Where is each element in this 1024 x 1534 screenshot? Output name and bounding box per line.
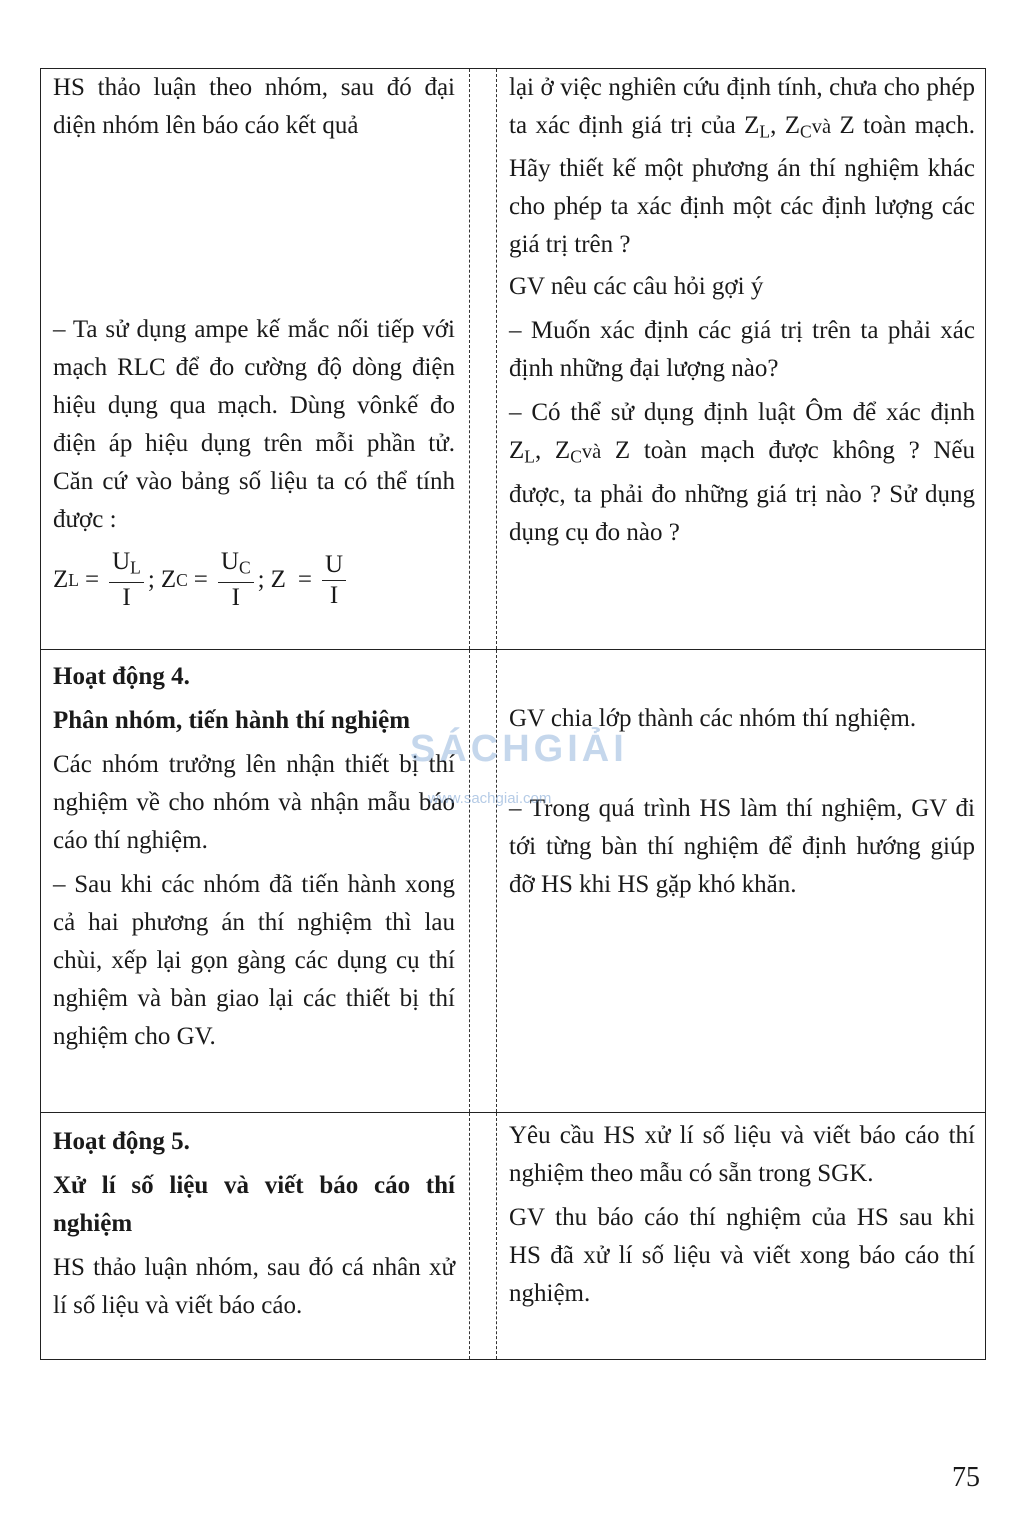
- paragraph: GV chia lớp thành các nhóm thí nghiệm.: [509, 705, 917, 732]
- paragraph: Yêu cầu HS xử lí số liệu và viết báo cáo thí nghiệm theo mẫu có sẵn trong SGK.: [509, 1122, 975, 1187]
- teacher-activity-cell: [509, 69, 975, 552]
- watermark-url: www.sachgiai.com: [428, 790, 552, 807]
- paragraph: – Trong quá trình HS làm thí nghiệm, GV đi tới từng bàn thí nghiệm để định hướng giúp đỡ HS khi HS gặp khó khăn.: [509, 795, 975, 898]
- student-activity-cell: [53, 658, 455, 1056]
- fraction: $\frac{U_L}{I}$: [109, 547, 144, 613]
- paragraph: GV thu báo cáo thí nghiệm của HS sau khi HS đã xử lí số liệu và viết xong báo cáo thí nghiệm.: [509, 1204, 975, 1307]
- fraction: $\frac{U}{I}$: [322, 550, 346, 611]
- table-row: [41, 69, 985, 649]
- paragraph: – Muốn xác định các giá trị trên ta phải xác định những đại lượng nào?: [509, 317, 975, 383]
- paragraph: HS thảo luận nhóm, sau đó cá nhân xử lí số liệu và viết báo cáo.: [53, 1254, 455, 1319]
- table-row: [41, 1112, 985, 1359]
- column-divider: [496, 650, 497, 1112]
- student-activity-cell: [53, 69, 455, 613]
- page-number: 75: [952, 1462, 980, 1493]
- activity-heading: Hoạt động 4.: [53, 663, 190, 690]
- table-row: [41, 649, 985, 1112]
- paragraph: – Ta sử dụng ampe kế mắc nối tiếp với mạch RLC để đo cường độ dòng điện hiệu dụng qua mạch. Dùng vônkế đo điện áp hiệu dụng trên mỗi phần tử. Căn cứ vào bảng số liệu ta có thể tính được :: [53, 316, 455, 533]
- paragraph: lại ở việc nghiên cứu định tính, chưa cho phép ta xác định giá trị của $Z_L$, $Z_Cvà$ Z toàn mạch. Hãy thiết kế một phương án thí nghiệm khác cho phép ta xác định một các định lượng các giá trị trên ?: [509, 74, 976, 259]
- column-divider: [469, 1113, 470, 1359]
- student-activity-cell: [53, 1123, 455, 1325]
- paragraph: – Có thể sử dụng định luật Ôm để xác định $Z_L$, $Z_Cvà$ Z toàn mạch được không ? Nếu được, ta phải đo những giá trị nào ? Sử dụng dụng cụ đo nào ?: [509, 399, 975, 546]
- activity-subheading: Phân nhóm, tiến hành thí nghiệm: [53, 707, 411, 734]
- activity-heading: Hoạt động 5.: [53, 1128, 190, 1155]
- activity-table: [40, 68, 986, 1360]
- column-divider: [496, 69, 497, 649]
- watermark-logo: SÁCHGIẢI: [410, 728, 628, 770]
- paragraph: – Sau khi các nhóm đã tiến hành xong cả hai phương án thí nghiệm thì lau chùi, xếp lại gọn gàng các dụng cụ thí nghiệm và bàn giao lại các thiết bị thí nghiệm cho GV.: [53, 871, 455, 1050]
- column-divider: [469, 69, 470, 649]
- teacher-activity-cell: [509, 700, 975, 904]
- paragraph: HS thảo luận theo nhóm, sau đó đại diện nhóm lên báo cáo kết quả: [53, 74, 455, 139]
- paragraph: GV nêu các câu hỏi gợi ý: [509, 273, 764, 301]
- activity-subheading: Xử lí số liệu và viết báo cáo thí nghiệm: [53, 1172, 455, 1237]
- ohm-law-formula: Z L = $\frac{U_L}{I}$ ; Z C = $\frac{U_C}{I}$ ; Z = $\frac{U}{I}$: [53, 547, 455, 613]
- column-divider: [469, 650, 470, 1112]
- fraction: $\frac{U_C}{I}$: [218, 547, 254, 613]
- teacher-activity-cell: [509, 1117, 975, 1313]
- column-divider: [496, 1113, 497, 1359]
- paragraph: Các nhóm trưởng lên nhận thiết bị thí nghiệm về cho nhóm và nhận mẫu báo cáo thí nghiệm.: [53, 751, 455, 854]
